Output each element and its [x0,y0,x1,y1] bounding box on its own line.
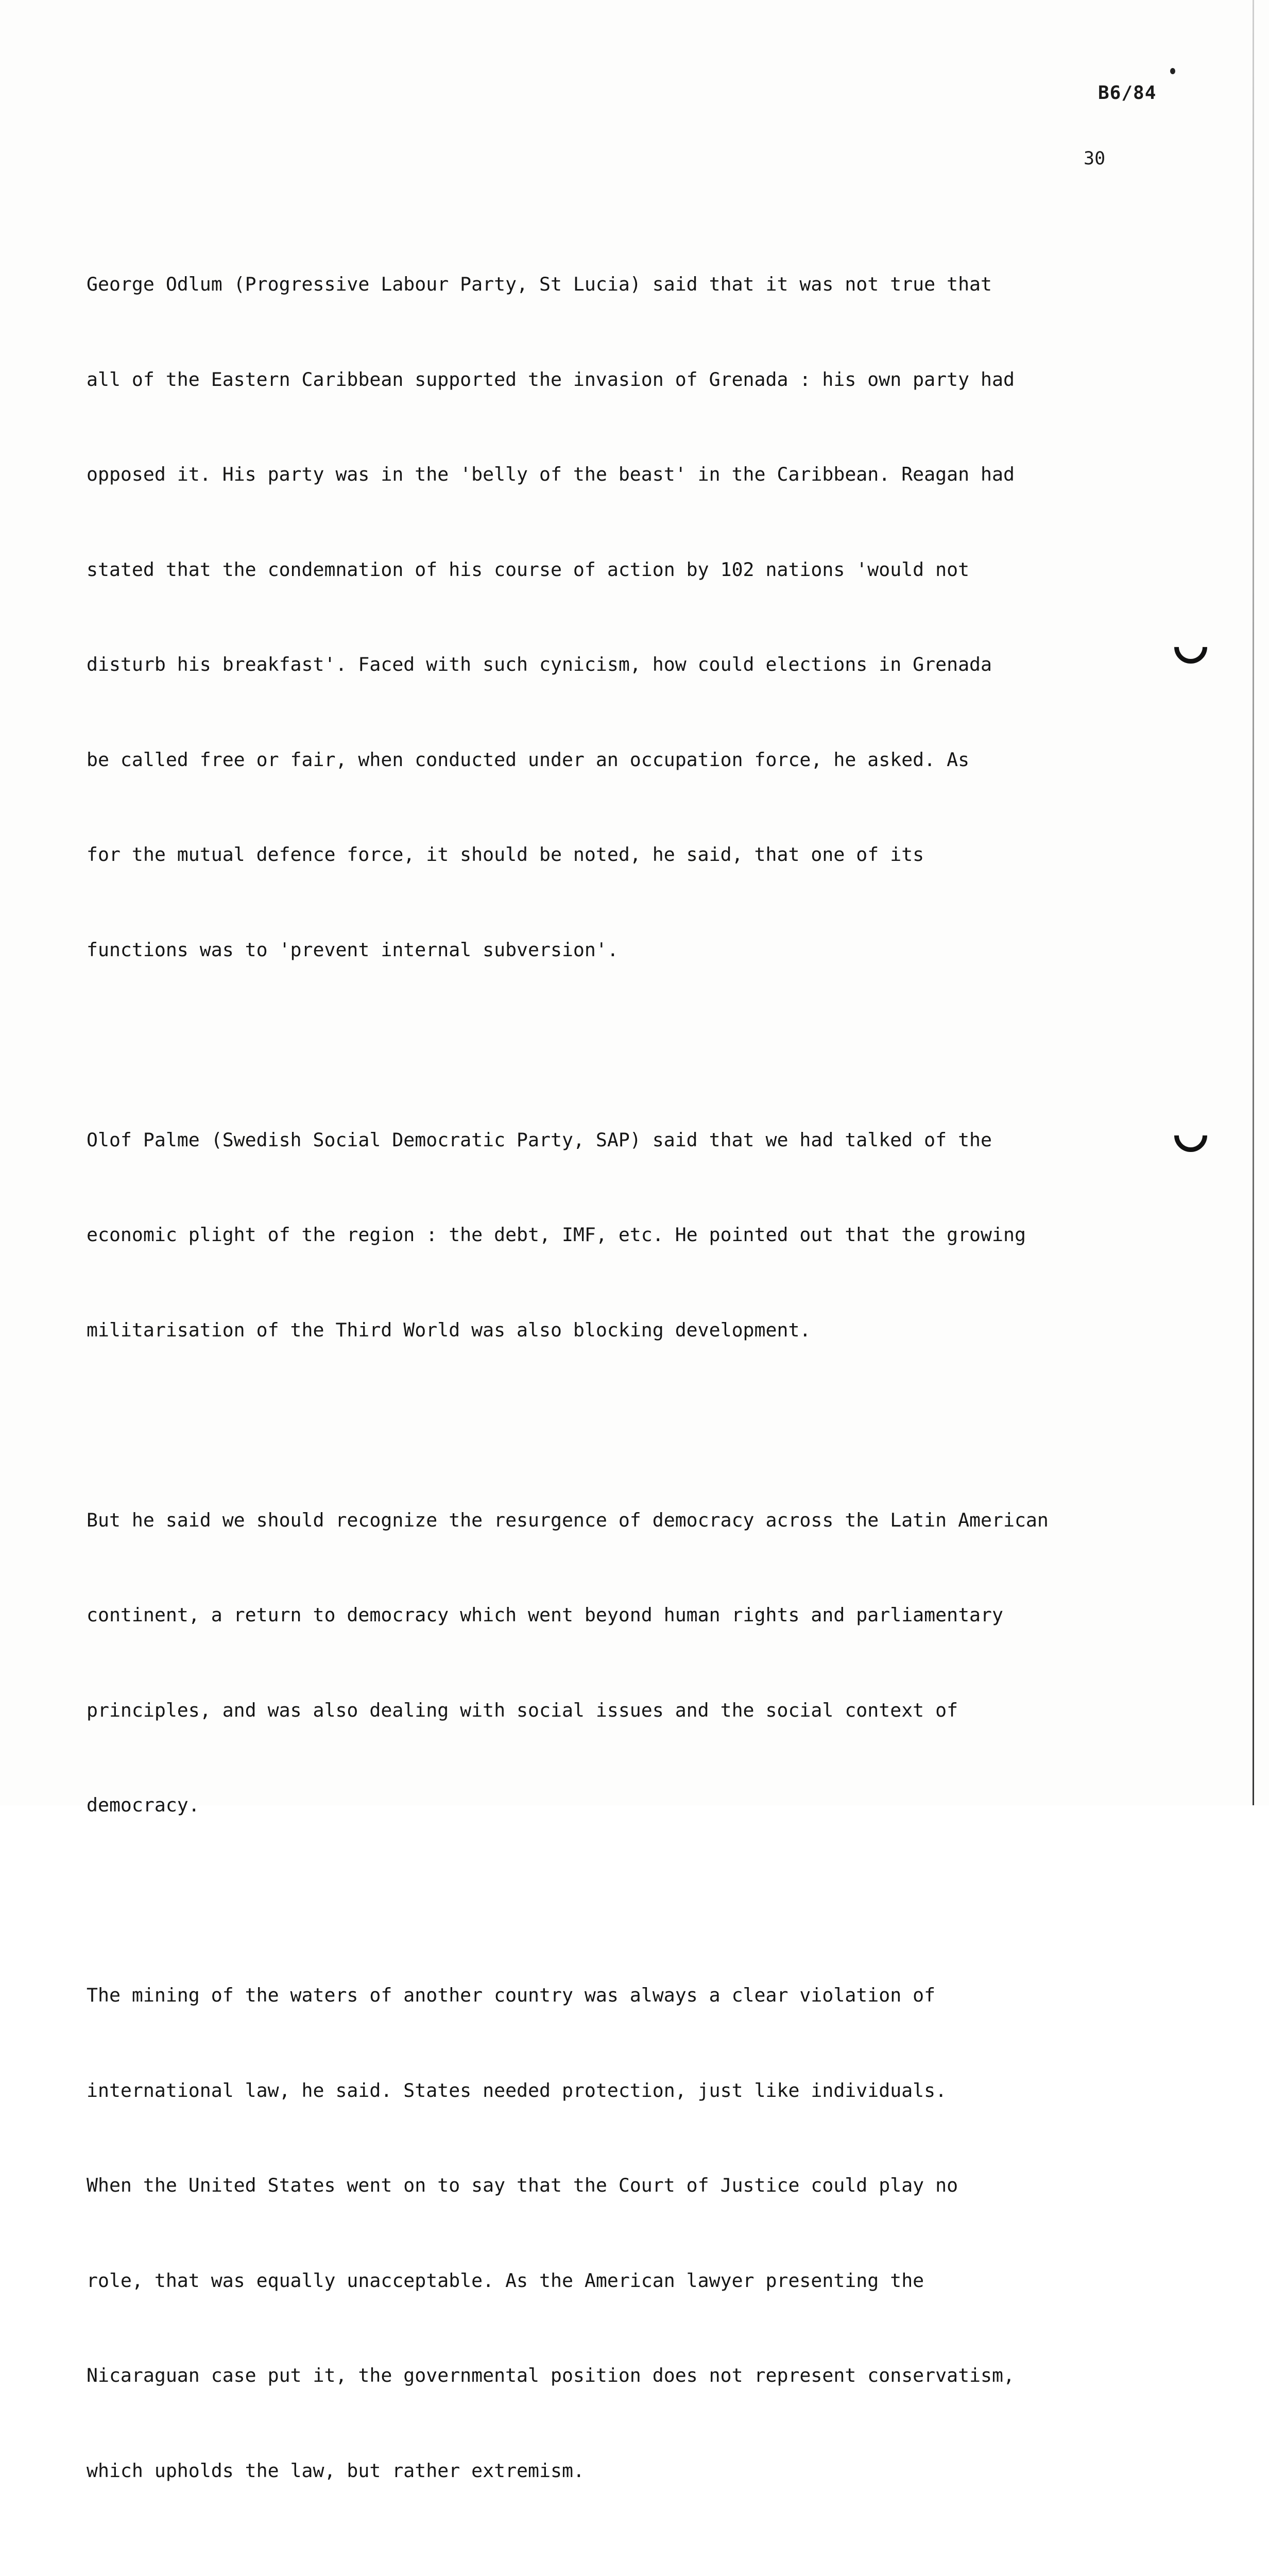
text-line: stated that the condemnation of his course of action by 102 nations 'would not [87,558,970,581]
text-line: international law, he said. States needed protection, just like individuals. [87,2079,947,2102]
text-line: for the mutual defence force, it should be noted, he said, that one of its [87,843,924,866]
text-line: continent, a return to democracy which went beyond human rights and parliamentary [87,1604,1003,1626]
text-line: disturb his breakfast'. Faced with such cynicism, how could elections in Grenada [87,653,992,675]
text-line: economic plight of the region : the debt, IMF, etc. He pointed out that the growing [87,1224,1026,1246]
text-line: When the United States went on to say that the Court of Justice could play no [87,2174,958,2196]
text-line: opposed it. His party was in the 'belly of the beast' in the Caribbean. Reagan had [87,463,1015,485]
text-line: Nicaraguan case put it, the governmental position does not represent conservatism, [87,2364,1015,2386]
text-line: militarisation of the Third World was also blocking development. [87,1318,811,1341]
text-line: But he said we should recognize the resurgence of democracy across the Latin American [87,1509,1049,1531]
text-line: which upholds the law, but rather extremism. [87,2459,585,2482]
paragraph-palme-3 [87,1916,1173,2550]
document-body [87,205,1173,2576]
text-line: democracy. [87,1794,200,1816]
text-line: principles, and was also dealing with social issues and the social context of [87,1699,958,1721]
page-edge-shadow [1253,0,1254,1805]
text-line: all of the Eastern Caribbean supported the invasion of Grenada : his own party had [87,368,1015,391]
binder-hole-mark [1168,1112,1214,1159]
paragraph-palme-1 [87,1061,1173,1410]
page-number: 30 [1084,148,1106,169]
text-line: be called free or fair, when conducted under an occupation force, he asked. As [87,748,970,771]
binder-hole-mark [1168,624,1214,671]
text-line: George Odlum (Progressive Labour Party, St Lucia) said that it was not true that [87,273,992,295]
paragraph-palme-2 [87,1441,1173,1885]
text-line: functions was to 'prevent internal subversion'. [87,938,619,961]
paragraph-odlum [87,205,1173,1029]
text-line: The mining of the waters of another country was always a clear violation of [87,1984,936,2006]
document-reference: B6/84 [1098,82,1157,104]
text-line: role, that was equally unacceptable. As the American lawyer presenting the [87,2269,924,2292]
ink-dot-mark [1170,68,1175,74]
text-line: Olof Palme (Swedish Social Democratic Party, SAP) said that we had talked of the [87,1128,992,1151]
